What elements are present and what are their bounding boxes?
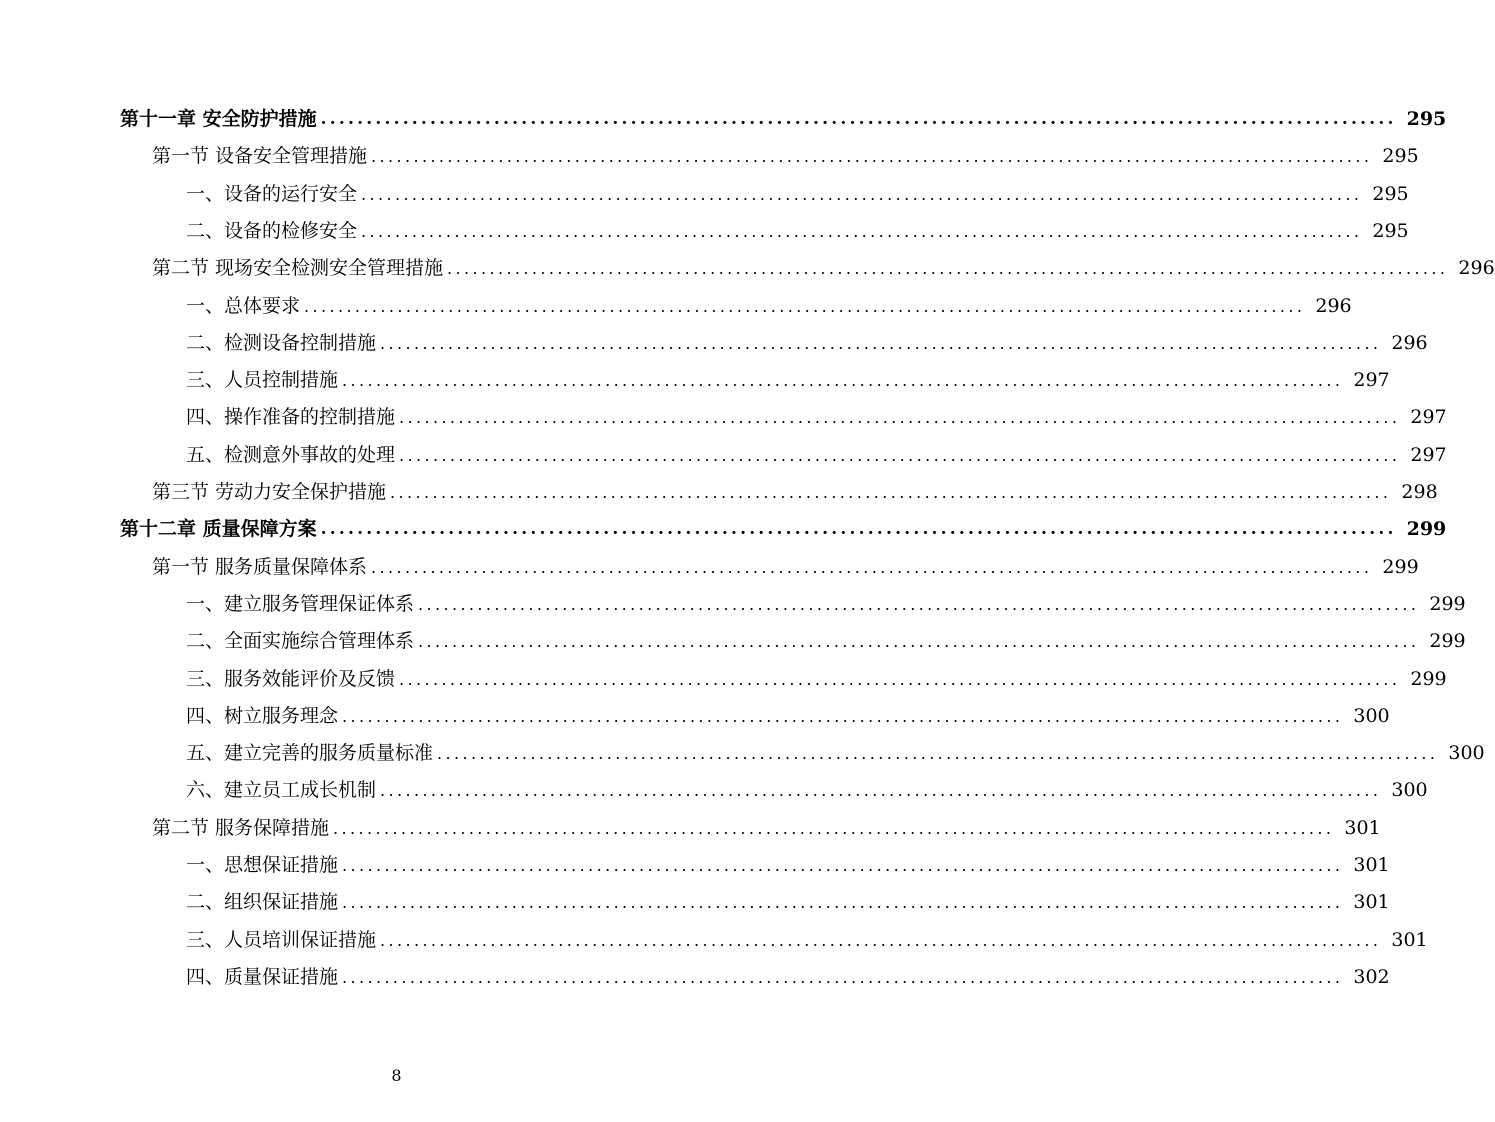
toc-entry[interactable] (152, 549, 1419, 586)
toc-dot-leader: ...................................................................................................................... (371, 147, 1373, 167)
toc-dot-leader: ...................................................................................................................... (418, 594, 1420, 614)
toc-entry-title: 第十二章 质量保障方案 (120, 518, 317, 541)
toc-dot-leader: ...................................................................................................................... (380, 781, 1382, 801)
toc-entry-page: 302 (1353, 965, 1390, 988)
toc-entry[interactable] (186, 698, 1390, 735)
toc-dot-leader: ...................................................................................................................... (380, 333, 1382, 353)
toc-entry-title: 一、总体要求 (186, 294, 301, 317)
toc-entry[interactable] (186, 922, 1428, 959)
toc-entry[interactable] (186, 213, 1409, 250)
toc-entry-title: 五、建立完善的服务质量标准 (186, 742, 434, 765)
toc-entry-title: 一、设备的运行安全 (186, 182, 358, 205)
toc-entry-title: 三、人员培训保证措施 (186, 928, 377, 951)
toc-dot-leader: ...................................................................................................................... (342, 967, 1344, 987)
toc-entry[interactable] (152, 250, 1495, 287)
toc-entry-page: 299 (1382, 555, 1419, 578)
toc-entry[interactable] (186, 772, 1428, 809)
toc-entry-page: 301 (1391, 928, 1428, 951)
toc-dot-leader: ...................................................................................................................... (418, 632, 1420, 652)
toc-entry-title: 第十一章 安全防护措施 (120, 108, 317, 130)
toc-dot-leader: ...................................................................................................................... (380, 930, 1382, 950)
toc-dot-leader: ...................................................................................................................... (304, 296, 1306, 316)
toc-entry[interactable] (186, 176, 1409, 213)
toc-entry-page: 296 (1315, 294, 1352, 317)
toc-entry-title: 三、人员控制措施 (186, 369, 339, 392)
toc-dot-leader: ...................................................................................................................... (361, 221, 1363, 241)
toc-entry-page: 296 (1391, 331, 1428, 354)
toc-entry-page: 297 (1410, 443, 1447, 466)
toc-entry-title: 四、质量保证措施 (186, 965, 339, 988)
toc-entry-page: 299 (1406, 518, 1447, 541)
toc-entry-page: 301 (1353, 854, 1390, 876)
toc-entry-title: 第一节 设备安全管理措施 (152, 145, 368, 168)
toc-dot-leader: ...................................................................................................................... (390, 483, 1392, 502)
toc-entry-page: 299 (1429, 592, 1466, 615)
toc-entry[interactable] (152, 138, 1419, 175)
toc-dot-leader: ...................................................................................................................... (320, 519, 1397, 540)
toc-dot-leader: ...................................................................................................................... (437, 744, 1439, 764)
toc-entry-title: 二、组织保证措施 (186, 891, 339, 914)
toc-entry-title: 第二节 服务保障措施 (152, 816, 330, 839)
toc-dot-leader: ...................................................................................................................... (399, 445, 1401, 465)
toc-entry-page: 301 (1353, 891, 1390, 914)
toc-entry[interactable] (186, 288, 1352, 325)
toc-entry[interactable] (186, 661, 1447, 698)
toc-entry-title: 第三节 劳动力安全保护措施 (152, 481, 387, 503)
toc-entry-page: 298 (1401, 481, 1438, 503)
toc-entry[interactable] (120, 511, 1447, 548)
toc-entry-title: 一、思想保证措施 (186, 854, 339, 876)
toc-entry-title: 三、服务效能评价及反馈 (186, 667, 396, 690)
toc-entry-page: 295 (1406, 108, 1447, 130)
toc-entry-page: 299 (1429, 630, 1466, 653)
toc-entry-page: 296 (1458, 257, 1495, 280)
toc-dot-leader: ...................................................................................................................... (342, 706, 1344, 726)
toc-entry[interactable] (186, 959, 1390, 996)
toc-entry-title: 二、检测设备控制措施 (186, 331, 377, 354)
toc-entry-page: 299 (1410, 667, 1447, 690)
toc-entry[interactable] (152, 474, 1438, 511)
toc-entry[interactable] (186, 847, 1390, 884)
toc-entry-title: 四、操作准备的控制措施 (186, 406, 396, 429)
toc-entry-title: 五、检测意外事故的处理 (186, 443, 396, 466)
toc-entry[interactable] (186, 586, 1466, 623)
toc-entry[interactable] (186, 362, 1390, 399)
toc-entry-title: 第一节 服务质量保障体系 (152, 555, 368, 578)
toc-dot-leader: ...................................................................................................................... (399, 669, 1401, 689)
toc-entry[interactable] (120, 101, 1447, 138)
toc-entry-page: 300 (1448, 742, 1485, 765)
toc-entry-page: 295 (1372, 219, 1409, 242)
toc-dot-leader: ...................................................................................................................... (371, 557, 1373, 577)
toc-entry[interactable] (186, 437, 1447, 474)
toc-dot-leader: ...................................................................................................................... (320, 109, 1397, 129)
toc-entry-page: 301 (1344, 816, 1381, 839)
toc-entry-page: 295 (1382, 145, 1419, 168)
toc-entry[interactable] (186, 399, 1447, 436)
toc-entry-page: 297 (1353, 369, 1390, 392)
toc-entry-title: 二、设备的检修安全 (186, 219, 358, 242)
toc-entry[interactable] (186, 735, 1485, 772)
toc-dot-leader: ...................................................................................................................... (342, 856, 1344, 875)
toc-entry-title: 二、全面实施综合管理体系 (186, 630, 415, 653)
toc-entry[interactable] (186, 623, 1466, 660)
toc-entry-page: 297 (1410, 406, 1447, 429)
toc-entry-title: 四、树立服务理念 (186, 704, 339, 727)
toc-entry-title: 一、建立服务管理保证体系 (186, 592, 415, 615)
toc-entry[interactable] (186, 325, 1428, 362)
toc-entry-title: 六、建立员工成长机制 (186, 779, 377, 802)
toc-dot-leader: ...................................................................................................................... (342, 893, 1344, 913)
page-number: 8 (391, 1066, 402, 1085)
toc-dot-leader: ...................................................................................................................... (333, 818, 1335, 838)
toc-dot-leader: ...................................................................................................................... (447, 259, 1449, 279)
toc-dot-leader: ...................................................................................................................... (361, 184, 1363, 204)
toc-entry[interactable] (186, 884, 1390, 921)
toc-entry-page: 295 (1372, 182, 1409, 205)
toc-entry-page: 300 (1391, 779, 1428, 802)
toc-entry-title: 第二节 现场安全检测安全管理措施 (152, 257, 444, 280)
toc-dot-leader: ...................................................................................................................... (342, 371, 1344, 391)
toc-entry-page: 300 (1353, 704, 1390, 727)
toc-dot-leader: ...................................................................................................................... (399, 408, 1401, 428)
toc-entry[interactable] (152, 810, 1381, 847)
